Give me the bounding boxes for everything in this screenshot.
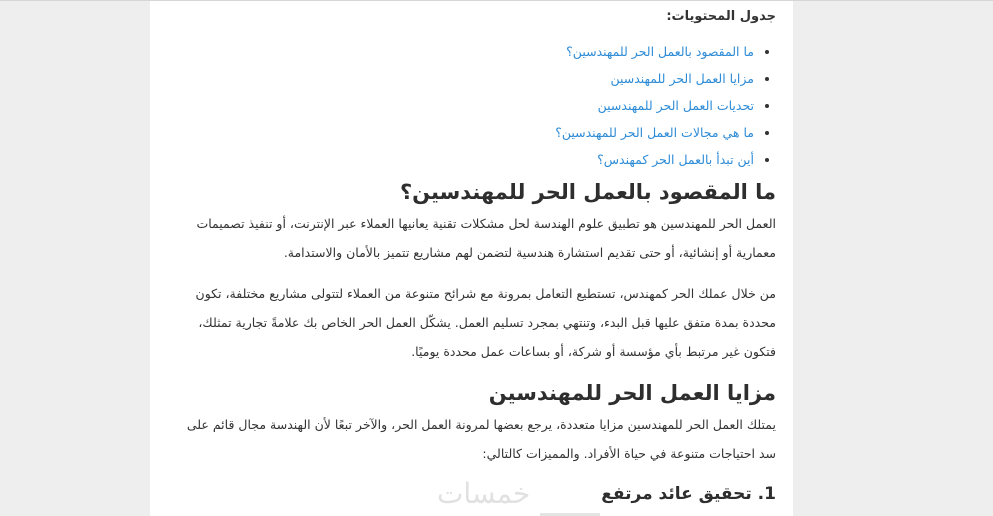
toc-link-definition[interactable]: ما المقصود بالعمل الحر للمهندسين؟ — [566, 44, 754, 59]
toc-item — [186, 65, 754, 92]
toc-item — [186, 119, 754, 146]
toc-list — [186, 38, 776, 173]
paragraph-freelance-work: من خلال عملك الحر كمهندس، تستطيع التعامل بمرونة مع شرائح متنوعة من العملاء لتتولى مشاريع مختلفة، تكون محددة بمدة متفق عليها قبل البدء، وتنتهي بمجرد تسليم العمل. يشكّل العمل الحر الخاص بك علامةً تجارية تمثلك، فتكون غير مرتبط بأي مؤسسة أو شركة، أو بساعات عمل محددة يوميًا. — [195, 286, 776, 359]
toc-item — [186, 146, 754, 173]
toc-link-challenges[interactable]: تحديات العمل الحر للمهندسين — [597, 98, 754, 113]
article-content — [186, 1, 776, 508]
paragraph-advantages: يمتلك العمل الحر للمهندسين مزايا متعددة، يرجع بعضها لمرونة العمل الحر، والآخر تبعًا لأن الهندسة مجال قائم على سد احتياجات متنوعة في حياة الأفراد. والمميزات كالتالي: — [186, 417, 776, 461]
toc-item — [186, 92, 754, 119]
toc-link-fields[interactable]: ما هي مجالات العمل الحر للمهندسين؟ — [555, 125, 754, 140]
toc-link-getting-started[interactable]: أين تبدأ بالعمل الحر كمهندس؟ — [597, 152, 754, 167]
article-card — [150, 1, 793, 516]
section-heading-definition: ما المقصود بالعمل الحر للمهندسين؟ — [399, 180, 776, 204]
khamsat-watermark-logo: خمسات — [437, 477, 531, 510]
toc-item — [186, 38, 754, 65]
toc-title: جدول المحتويات: — [666, 9, 776, 24]
paragraph-definition: العمل الحر للمهندسين هو تطبيق علوم الهندسة لحل مشكلات تقنية يعانيها العملاء عبر الإنترنت، أو تنفيذ تصميمات معمارية أو إنشائية، أو حتى تقديم استشارة هندسية لتضمن لهم مشاريع تتميز بالأمان والاستدامة. — [196, 216, 776, 260]
subheading-high-income: 1. تحقيق عائد مرتفع — [601, 484, 776, 504]
toc-link-advantages[interactable]: مزايا العمل الحر للمهندسين — [610, 71, 754, 86]
section-heading-advantages: مزايا العمل الحر للمهندسين — [488, 381, 776, 405]
